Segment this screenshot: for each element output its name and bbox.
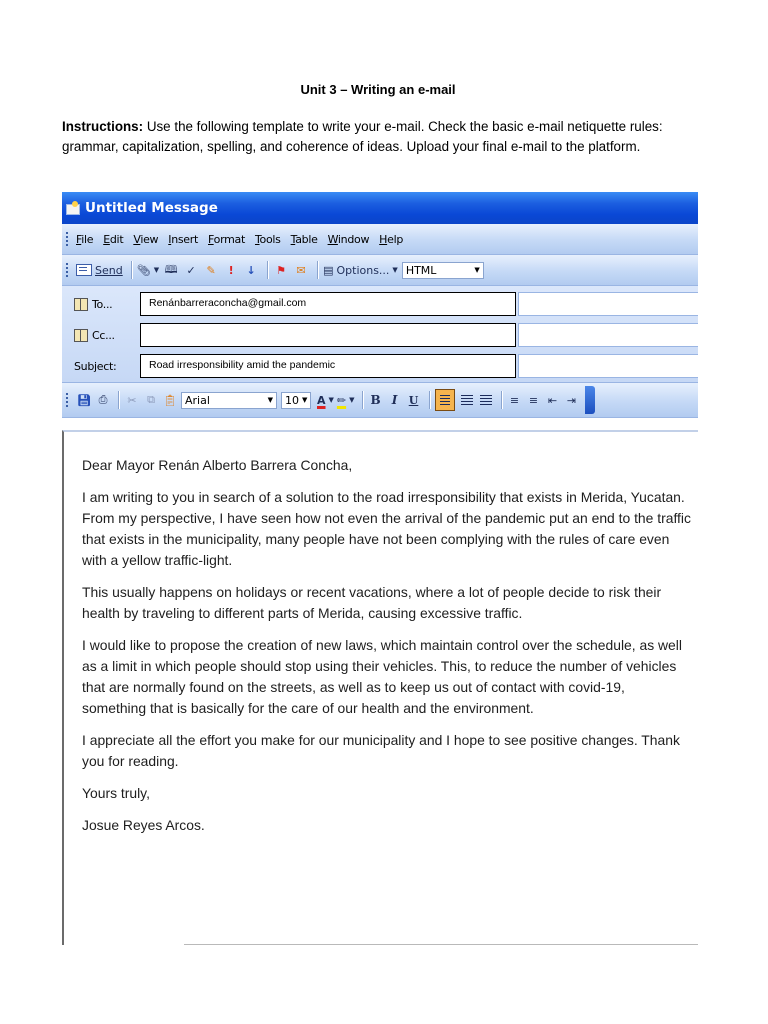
closing: Yours truly, [82,785,150,801]
subject-label: Subject: [74,359,117,373]
bold-button[interactable]: B [370,393,381,407]
exclamation-icon: ! [228,263,234,277]
chevron-down-icon: ▼ [302,396,308,404]
standard-toolbar [62,255,698,286]
chevron-down-icon: ▼ [267,396,273,404]
to-field[interactable]: Renánbarreraconcha@gmail.com [140,292,516,316]
numbered-list-icon: ≡ [509,393,520,407]
message-header [62,286,698,383]
body-paragraph: I appreciate all the effort you make for our municipality and I hope to see positive changes. Thank you for reading. [82,732,680,769]
menu-tools[interactable]: Tools [254,232,281,246]
menu-table[interactable]: Table [290,232,318,246]
flag-button[interactable] [273,261,289,279]
cc-field-extension[interactable] [518,323,698,347]
menu-file[interactable]: File [76,232,94,246]
options-icon: ▤ [323,263,334,277]
message-format-value: HTML [405,263,437,277]
signature-button[interactable] [203,261,219,279]
font-size-value: 10 [285,393,299,407]
flag-icon: ⚑ [276,263,287,277]
message-format-select[interactable] [402,262,484,279]
cc-field[interactable] [140,323,516,347]
chevron-down-icon: ▼ [392,266,398,274]
align-left-button[interactable] [435,389,455,411]
toolbar-separator [429,391,431,409]
copy-icon: ⧉ [147,393,155,406]
save-icon: 💾︎ [77,393,91,407]
bulleted-list-icon: ≡ [528,393,539,407]
to-label: To... [92,297,113,311]
paste-icon: 📋︎ [163,393,177,407]
check-names-icon: ✓ [186,263,196,277]
toolbar-separator [362,391,364,409]
italic-button[interactable]: I [391,393,398,407]
increase-indent-icon: ⇥ [566,393,577,407]
send-label: Send [95,263,123,277]
menu-window[interactable]: Window [327,232,370,246]
formatting-toolbar [62,383,698,418]
window-title: Untitled Message [85,200,218,216]
decrease-indent-button[interactable] [545,391,561,409]
toolbar-separator [118,391,120,409]
bullets-button[interactable] [526,391,542,409]
body-paragraph: I am writing to you in search of a solution to the road irresponsibility that exists in Merida, Yucatan. From my perspective, I have seen how not even the arrival of the pandemic put an end to the traffic that exists in the municipality, many people have not been complying with the rules of care even with a yellow traffic-light. [82,489,691,568]
copy-button[interactable] [143,391,159,409]
greeting: Dear Mayor Renán Alberto Barrera Concha, [82,457,353,473]
document-title: Unit 3 – Writing an e-mail [300,82,456,97]
font-color-icon: A [317,393,326,407]
subject-field-extension[interactable] [518,354,698,378]
toolbar-separator [501,391,503,409]
to-button[interactable] [74,298,112,311]
toolbar-overflow-chevron[interactable] [585,386,595,414]
menu-insert[interactable]: Insert [168,232,198,246]
to-row [62,291,698,317]
window-titlebar[interactable] [62,192,698,224]
options-button[interactable] [323,261,398,279]
align-center-button[interactable] [459,391,475,409]
align-left-icon [440,395,450,405]
toolbar-separator [267,261,269,279]
highlight-icon: ✏ [336,393,347,407]
toolbar-grip-handle[interactable] [66,263,70,277]
chevron-down-icon: ▼ [474,266,480,274]
font-size-select[interactable] [281,392,311,409]
subject-row [62,353,698,379]
down-arrow-icon: ↓ [246,263,256,277]
cc-label: Cc... [92,328,115,342]
high-importance-button[interactable] [223,261,239,279]
address-book-icon [74,298,88,311]
toolbar-grip-handle[interactable] [66,393,70,407]
message-window-icon [66,201,80,215]
body-paragraph: This usually happens on holidays or recent vacations, where a lot of people decide to risk their health by traveling to different parts of Merida, causing excessive traffic. [82,584,662,621]
print-icon: ⎙ [98,393,108,406]
instructions [62,117,702,156]
message-window [62,192,698,945]
chevron-down-icon: ▼ [328,396,334,404]
menu-bar [62,224,698,255]
print-button[interactable] [95,391,111,409]
check-names-button[interactable] [183,261,199,279]
body-bottom-border [184,944,698,945]
address-book-button[interactable] [163,261,179,279]
menu-format[interactable]: Format [208,232,245,246]
paste-button[interactable] [162,391,178,409]
menu-edit[interactable]: Edit [103,232,124,246]
chevron-down-icon: ▼ [153,266,160,274]
message-body[interactable] [62,430,698,945]
low-importance-button[interactable] [243,261,259,279]
paperclip-icon: 📎︎ [136,263,151,277]
numbering-button[interactable] [507,391,523,409]
save-button[interactable] [76,391,92,409]
to-field-extension[interactable] [518,292,698,316]
increase-indent-button[interactable] [564,391,580,409]
align-right-icon [480,395,492,405]
cc-row [62,322,698,348]
font-value: Arial [185,393,210,407]
chevron-down-icon: ▼ [349,396,355,404]
cut-icon: ✂ [127,393,137,407]
address-book-icon [74,329,88,342]
subject-field[interactable]: Road irresponsibility amid the pandemic [140,354,516,378]
align-right-button[interactable] [478,391,494,409]
toolbar-separator [317,261,319,279]
permission-button[interactable] [293,261,309,279]
signature-icon: ✎ [206,263,216,277]
toolbar-grip-handle[interactable] [66,232,70,246]
menu-help[interactable]: Help [379,232,404,246]
instructions-text: Use the following template to write your e-mail. Check the basic e-mail netiquette rules: grammar, capitalization, spelling, and coherence of ideas. Upload your final e-mail to the platform. [62,119,663,154]
toolbar-separator [131,261,133,279]
address-book-icon: 🕮︎ [164,262,178,276]
decrease-indent-icon: ⇤ [547,393,558,407]
menu-view[interactable]: View [133,232,159,246]
cc-button[interactable] [74,329,115,342]
align-center-icon [461,395,473,405]
attach-button[interactable] [137,261,159,279]
options-label: Options... [336,263,390,277]
body-paragraph: I would like to propose the creation of new laws, which maintain control over the schedule, as well as a limit in which people should stop using their vehicles. This, to reduce the number of vehicles that are normally found on the streets, as well as to keep us out of contact with covid-19, something that is basically for the care of our health and the environment. [82,637,682,716]
underline-button[interactable]: U [408,393,419,407]
font-select[interactable] [181,392,277,409]
font-color-button[interactable] [317,391,334,409]
highlight-button[interactable] [337,391,355,409]
message-body-text [82,455,692,847]
signature: Josue Reyes Arcos. [82,817,205,833]
cut-button[interactable] [124,391,140,409]
instructions-label: Instructions: [62,119,144,134]
envelope-lock-icon: ✉ [296,263,306,277]
send-button[interactable] [76,261,123,279]
send-icon [76,264,92,276]
